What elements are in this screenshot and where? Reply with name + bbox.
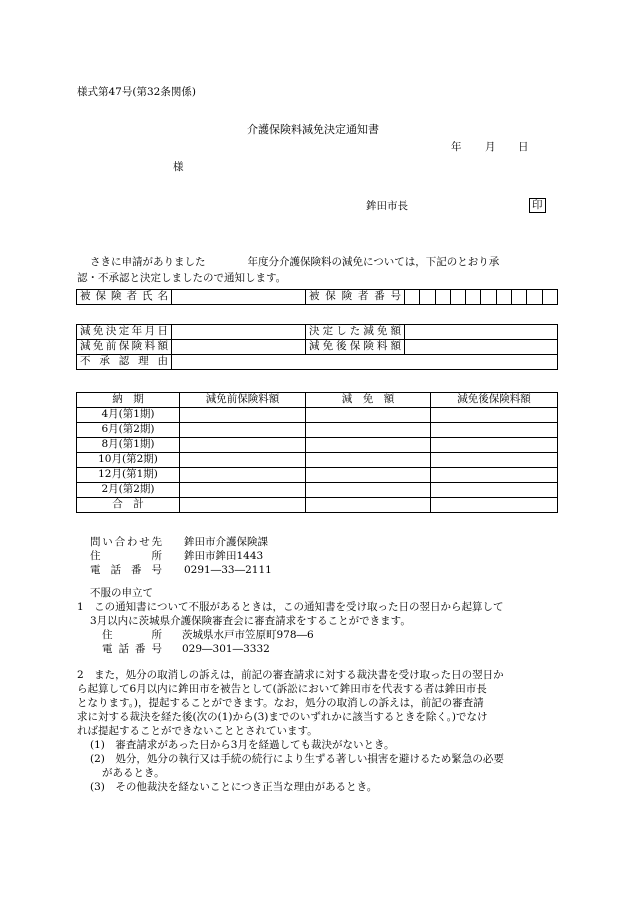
table-row xyxy=(77,423,558,438)
insured-number-digit xyxy=(481,290,496,305)
table-row xyxy=(77,498,558,513)
pre-reduction-premium-label: 減免前保険料額 xyxy=(77,340,172,355)
date-year: 年 xyxy=(451,141,462,153)
rejection-reason-cell xyxy=(172,355,558,370)
insured-table xyxy=(76,289,558,305)
decision-table xyxy=(76,324,558,370)
insured-number-digit xyxy=(527,290,542,305)
inquiry-value: 鉾田市介護保険課 xyxy=(184,536,268,548)
period-cell: 12月(第1期) xyxy=(77,468,180,483)
header-period: 納 期 xyxy=(77,393,180,408)
phone-label: 電話番号 xyxy=(90,564,162,576)
period-cell: 8月(第1期) xyxy=(77,438,180,453)
seal-mark: 印 xyxy=(529,198,546,213)
appeal-sub3: (3) その他裁決を経ないことにつき正当な理由があるとき。 xyxy=(90,781,378,793)
address-label: 住所 xyxy=(90,550,162,562)
appeal-heading: 不服の申立て xyxy=(90,587,153,599)
appeal-item1-line2: 3月以内に茨城県介護保険審査会に審査請求をすることができます。 xyxy=(90,615,411,627)
decided-reduction-cell xyxy=(405,325,558,340)
period-cell: 10月(第2期) xyxy=(77,453,180,468)
addressee-suffix: 様 xyxy=(173,161,184,173)
form-number: 様式第47号(第32条関係) xyxy=(77,86,196,98)
date-day: 日 xyxy=(518,141,529,153)
insured-number-digit xyxy=(466,290,481,305)
post-reduction-premium-label: 減免後保険料額 xyxy=(306,340,405,355)
decision-date-label: 減免決定年月日 xyxy=(77,325,172,340)
appeal-item2-line2: ら起算して6月以内に鉾田市を被告として(訴訟において鉾田市を代表する者は鉾田市長 xyxy=(77,683,487,695)
post-reduction-premium-cell xyxy=(405,340,558,355)
review-address-label: 住所 xyxy=(102,629,162,641)
table-row xyxy=(77,438,558,453)
appeal-item1-line1: 1 この通知書について不服があるときは，この通知書を受け取った日の翌日から起算して xyxy=(77,601,504,613)
period-cell: 4月(第1期) xyxy=(77,408,180,423)
table-row xyxy=(77,468,558,483)
phone-value: 0291―33―2111 xyxy=(184,564,272,576)
insured-number-digit xyxy=(420,290,435,305)
appeal-item2-line3: となります。)，提起することができます。なお，処分の取消しの訴えは，前記の審査請 xyxy=(77,697,484,709)
review-address-value: 茨城県水戸市笠原町978―6 xyxy=(182,629,314,641)
header-post-reduction: 減免後保険料額 xyxy=(431,393,558,408)
issuer: 鉾田市長 xyxy=(366,200,408,212)
table-row xyxy=(77,483,558,498)
total-label: 合 計 xyxy=(77,498,180,513)
appeal-item2-line4: 求に対する裁決を経た後(次の(1)から(3)までのいずれかに該当するときを除く。)でなけ xyxy=(77,711,488,723)
review-phone-label: 電話番号 xyxy=(102,643,162,655)
insured-number-digit xyxy=(450,290,465,305)
header-pre-reduction: 減免前保険料額 xyxy=(180,393,306,408)
insured-name-label: 被保険者氏名 xyxy=(77,290,172,305)
appeal-sub2-line2: があるとき。 xyxy=(102,767,165,779)
insured-number-digit xyxy=(435,290,450,305)
insured-number-digit xyxy=(405,290,420,305)
insured-number-digit xyxy=(512,290,527,305)
intro-line-1: さきに申請がありました 年度分介護保険料の減免については，下記のとおり承 xyxy=(90,256,500,268)
document-title: 介護保険料減免決定通知書 xyxy=(247,123,379,136)
appeal-sub2-line1: (2) 処分，処分の執行又は手続の続行により生ずる著しい損害を避けるため緊急の必要 xyxy=(90,753,504,765)
appeal-item2-line5: れば提起することができないこととされています。 xyxy=(77,725,318,737)
review-phone-value: 029―301―3332 xyxy=(182,643,270,655)
inquiry-label: 問い合わせ先 xyxy=(90,536,162,548)
date-month: 月 xyxy=(485,141,496,153)
period-table xyxy=(76,392,558,513)
address-value: 鉾田市鉾田1443 xyxy=(184,550,264,562)
appeal-item2-line1: 2 また，処分の取消しの訴えは，前記の審査請求に対する裁決書を受け取った日の翌日か xyxy=(77,669,504,681)
insured-number-digit xyxy=(542,290,557,305)
appeal-sub1: (1) 審査請求があった日から3月を経過しても裁決がないとき。 xyxy=(90,739,395,751)
table-row xyxy=(77,408,558,423)
period-cell: 6月(第2期) xyxy=(77,423,180,438)
rejection-reason-label: 不承認理由 xyxy=(77,355,172,370)
pre-reduction-premium-cell xyxy=(172,340,306,355)
insured-number-digit xyxy=(496,290,511,305)
insured-number-label: 被保険者番号 xyxy=(306,290,405,305)
table-row xyxy=(77,453,558,468)
header-reduction: 減 免 額 xyxy=(306,393,431,408)
insured-name-cell xyxy=(172,290,306,305)
decided-reduction-label: 決定した減免額 xyxy=(306,325,405,340)
decision-date-cell xyxy=(172,325,306,340)
period-cell: 2月(第2期) xyxy=(77,483,180,498)
intro-line-2: 認・不承認と決定しましたので通知します。 xyxy=(77,272,287,284)
